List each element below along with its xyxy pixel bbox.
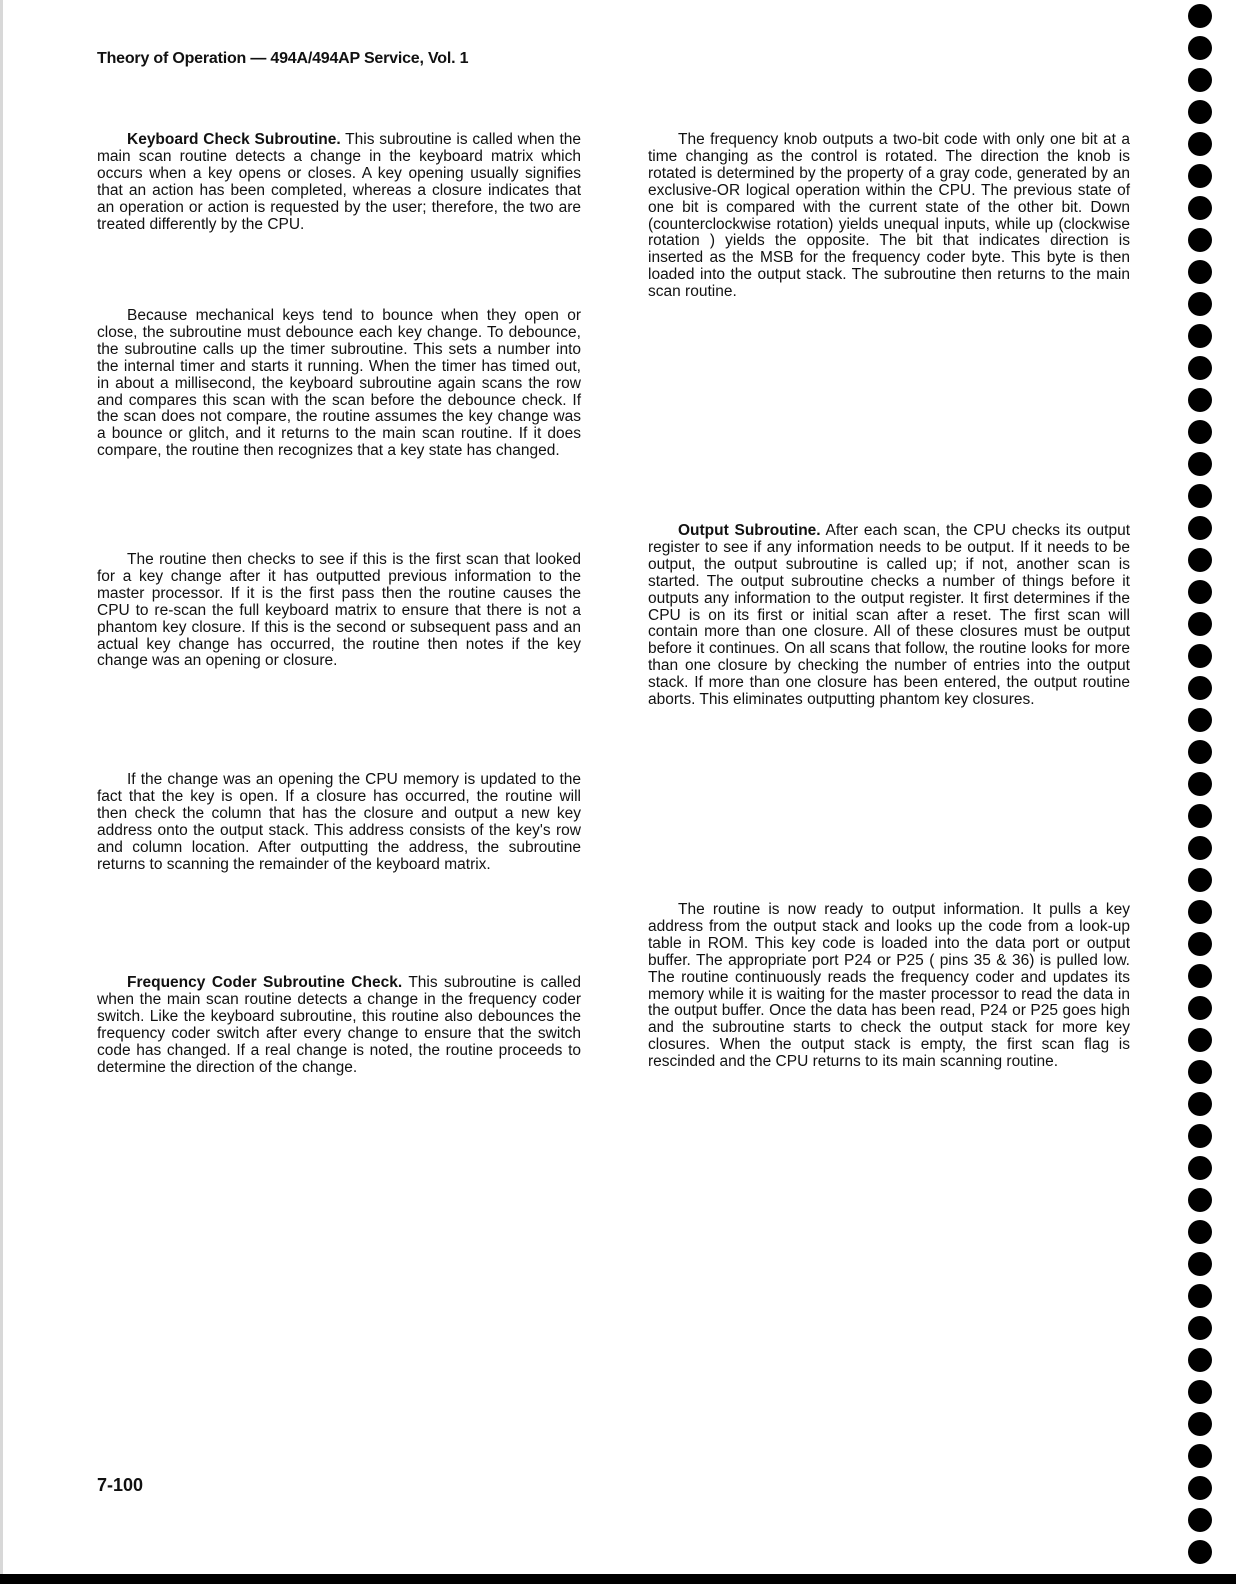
binder-hole <box>1188 1540 1212 1564</box>
binder-hole <box>1188 804 1212 828</box>
binder-hole <box>1188 228 1212 252</box>
binder-hole <box>1188 100 1212 124</box>
binder-hole <box>1188 292 1212 316</box>
binder-hole <box>1188 1444 1212 1468</box>
binder-hole <box>1188 324 1212 348</box>
binder-hole <box>1188 676 1212 700</box>
binder-hole <box>1188 1508 1212 1532</box>
binder-hole <box>1188 740 1212 764</box>
binder-hole <box>1188 1060 1212 1084</box>
binder-hole <box>1188 900 1212 924</box>
binder-hole <box>1188 1124 1212 1148</box>
binder-hole <box>1188 612 1212 636</box>
paragraph-debounce: Because mechanical keys tend to bounce when they open or close, the subroutine must debounce each key change. To debounce, the subroutine calls up the timer subroutine. This sets a number into the internal timer and starts it running. When the timer has timed out, in about a millisecond, the keyboard subroutine again scans the row and compares this scan with the scan before the debounce check. If the scan does not compare, the routine assumes the key change was a bounce or glitch, and it returns to the main scan routine. If it does compare, the routine then recognizes that a key state has changed. <box>97 307 581 460</box>
binder-holes <box>1188 0 1216 1584</box>
binder-hole <box>1188 420 1212 444</box>
binder-hole <box>1188 1252 1212 1276</box>
heading-output-subroutine: Output Subroutine. <box>678 522 821 539</box>
paragraph-key-opening: If the change was an opening the CPU memory is updated to the fact that the key is open. If a closure has occurred, the routine will then check the column that has the closure and output a new key address onto the output stack. This address consists of the key's row and column location. After outputting the address, the subroutine returns to scanning the remainder of the keyboard matrix. <box>97 771 581 873</box>
binder-hole <box>1188 1316 1212 1340</box>
binder-hole <box>1188 452 1212 476</box>
page-header: Theory of Operation — 494A/494AP Service, Vol. 1 <box>97 50 469 67</box>
paragraph-frequency-knob: The frequency knob outputs a two-bit code with only one bit at a time changing as the control is rotated. The direction the knob is rotated is determined by the property of a gray code, generated by an exclusive-OR logical operation within the CPU. The previous state of one bit is compared with the current state of the other bit. Down (counterclockwise rotation) yields unequal inputs, while up (clockwise rotation ) yields the opposite. The bit that indicates direction is inserted as the MSB for the frequency coder byte. This byte is then loaded into the output stack. The subroutine then returns to the main scan routine. <box>648 131 1130 301</box>
binder-hole <box>1188 388 1212 412</box>
paragraph-output-ready: The routine is now ready to output information. It pulls a key address from the output stack and looks up the code from a look-up table in ROM. This key code is loaded into the data port or output buffer. The appropriate port P24 or P25 ( pins 35 & 36) is pulled low. The routine continuously reads the frequency coder and updates its memory while it is waiting for the master processor to read the data in the output buffer. Once the data has been read, P24 or P25 goes high and the subroutine starts to check the output stack for more key closures. When the output stack is empty, the first scan flag is rescinded and the CPU returns to its main scanning routine. <box>648 901 1130 1071</box>
binder-hole <box>1188 484 1212 508</box>
binder-hole <box>1188 1348 1212 1372</box>
body-keyboard-check: This subroutine is called when the main scan routine detects a change in the keyboard matrix which occurs when a key opens or closes. A key opening usually signifies that an action has been completed, whereas a closure indicates that an operation or action is requested by the user; therefore, the two are treated differently by the CPU. <box>97 131 581 233</box>
binder-hole <box>1188 1092 1212 1116</box>
body-output-subroutine: After each scan, the CPU checks its output register to see if any information needs to be output. If it needs to be output, the output subroutine is called up; if not, another scan is started. The output subroutine checks a number of things before it outputs any information to the output register. It first determines if the CPU is on its first or initial scan after a reset. The first scan will contain more than one closure. All of these closures must be output before it continues. On all scans that follow, the routine looks for more than one closure by checking the number of entries into the output stack. If more than one closure has been entered, the output routine aborts. This eliminates outputting phantom key closures. <box>648 522 1130 709</box>
page-number: 7-100 <box>97 1475 144 1495</box>
binder-hole <box>1188 1028 1212 1052</box>
binder-hole <box>1188 1156 1212 1180</box>
binder-hole <box>1188 708 1212 732</box>
binder-hole <box>1188 68 1212 92</box>
binder-hole <box>1188 1380 1212 1404</box>
binder-hole <box>1188 516 1212 540</box>
heading-keyboard-check: Keyboard Check Subroutine. <box>127 131 341 148</box>
binder-hole <box>1188 196 1212 220</box>
binder-hole <box>1188 932 1212 956</box>
binder-hole <box>1188 644 1212 668</box>
binder-hole <box>1188 4 1212 28</box>
binder-hole <box>1188 548 1212 572</box>
binder-hole <box>1188 356 1212 380</box>
binder-hole <box>1188 996 1212 1020</box>
paragraph-first-scan: The routine then checks to see if this is the first scan that looked for a key change after it has outputted previous information to the master processor. If it is the first pass then the routine causes the CPU to re-scan the full keyboard matrix to ensure that there is not a phantom key closure. If this is the second or subsequent pass and an actual key change has occurred, the routine then notes if the key change was an opening or closure. <box>97 551 581 670</box>
body-frequency-coder: This subroutine is called when the main scan routine detects a change in the frequency coder switch. Like the keyboard subroutine, this routine also debounces the frequency coder switch after every change to ensure that the switch code has changed. If a real change is noted, the routine proceeds to determine the direction of the change. <box>97 974 582 1076</box>
binder-hole <box>1188 964 1212 988</box>
binder-hole <box>1188 36 1212 60</box>
binder-hole <box>1188 1220 1212 1244</box>
binder-hole <box>1188 1476 1212 1500</box>
binder-hole <box>1188 132 1212 156</box>
binder-hole <box>1188 1284 1212 1308</box>
heading-frequency-coder: Frequency Coder Subroutine Check. <box>127 974 403 991</box>
binder-hole <box>1188 1188 1212 1212</box>
binder-hole <box>1188 164 1212 188</box>
binder-hole <box>1188 1412 1212 1436</box>
paragraph-keyboard-check <box>97 132 581 233</box>
paragraph-output-subroutine <box>648 523 1130 709</box>
binder-hole <box>1188 580 1212 604</box>
scan-edge <box>0 0 3 1584</box>
binder-hole <box>1188 260 1212 284</box>
binder-hole <box>1188 772 1212 796</box>
binder-hole <box>1188 836 1212 860</box>
paragraph-frequency-coder <box>97 975 581 1076</box>
binder-hole <box>1188 868 1212 892</box>
scan-bottom-border <box>0 1574 1236 1584</box>
